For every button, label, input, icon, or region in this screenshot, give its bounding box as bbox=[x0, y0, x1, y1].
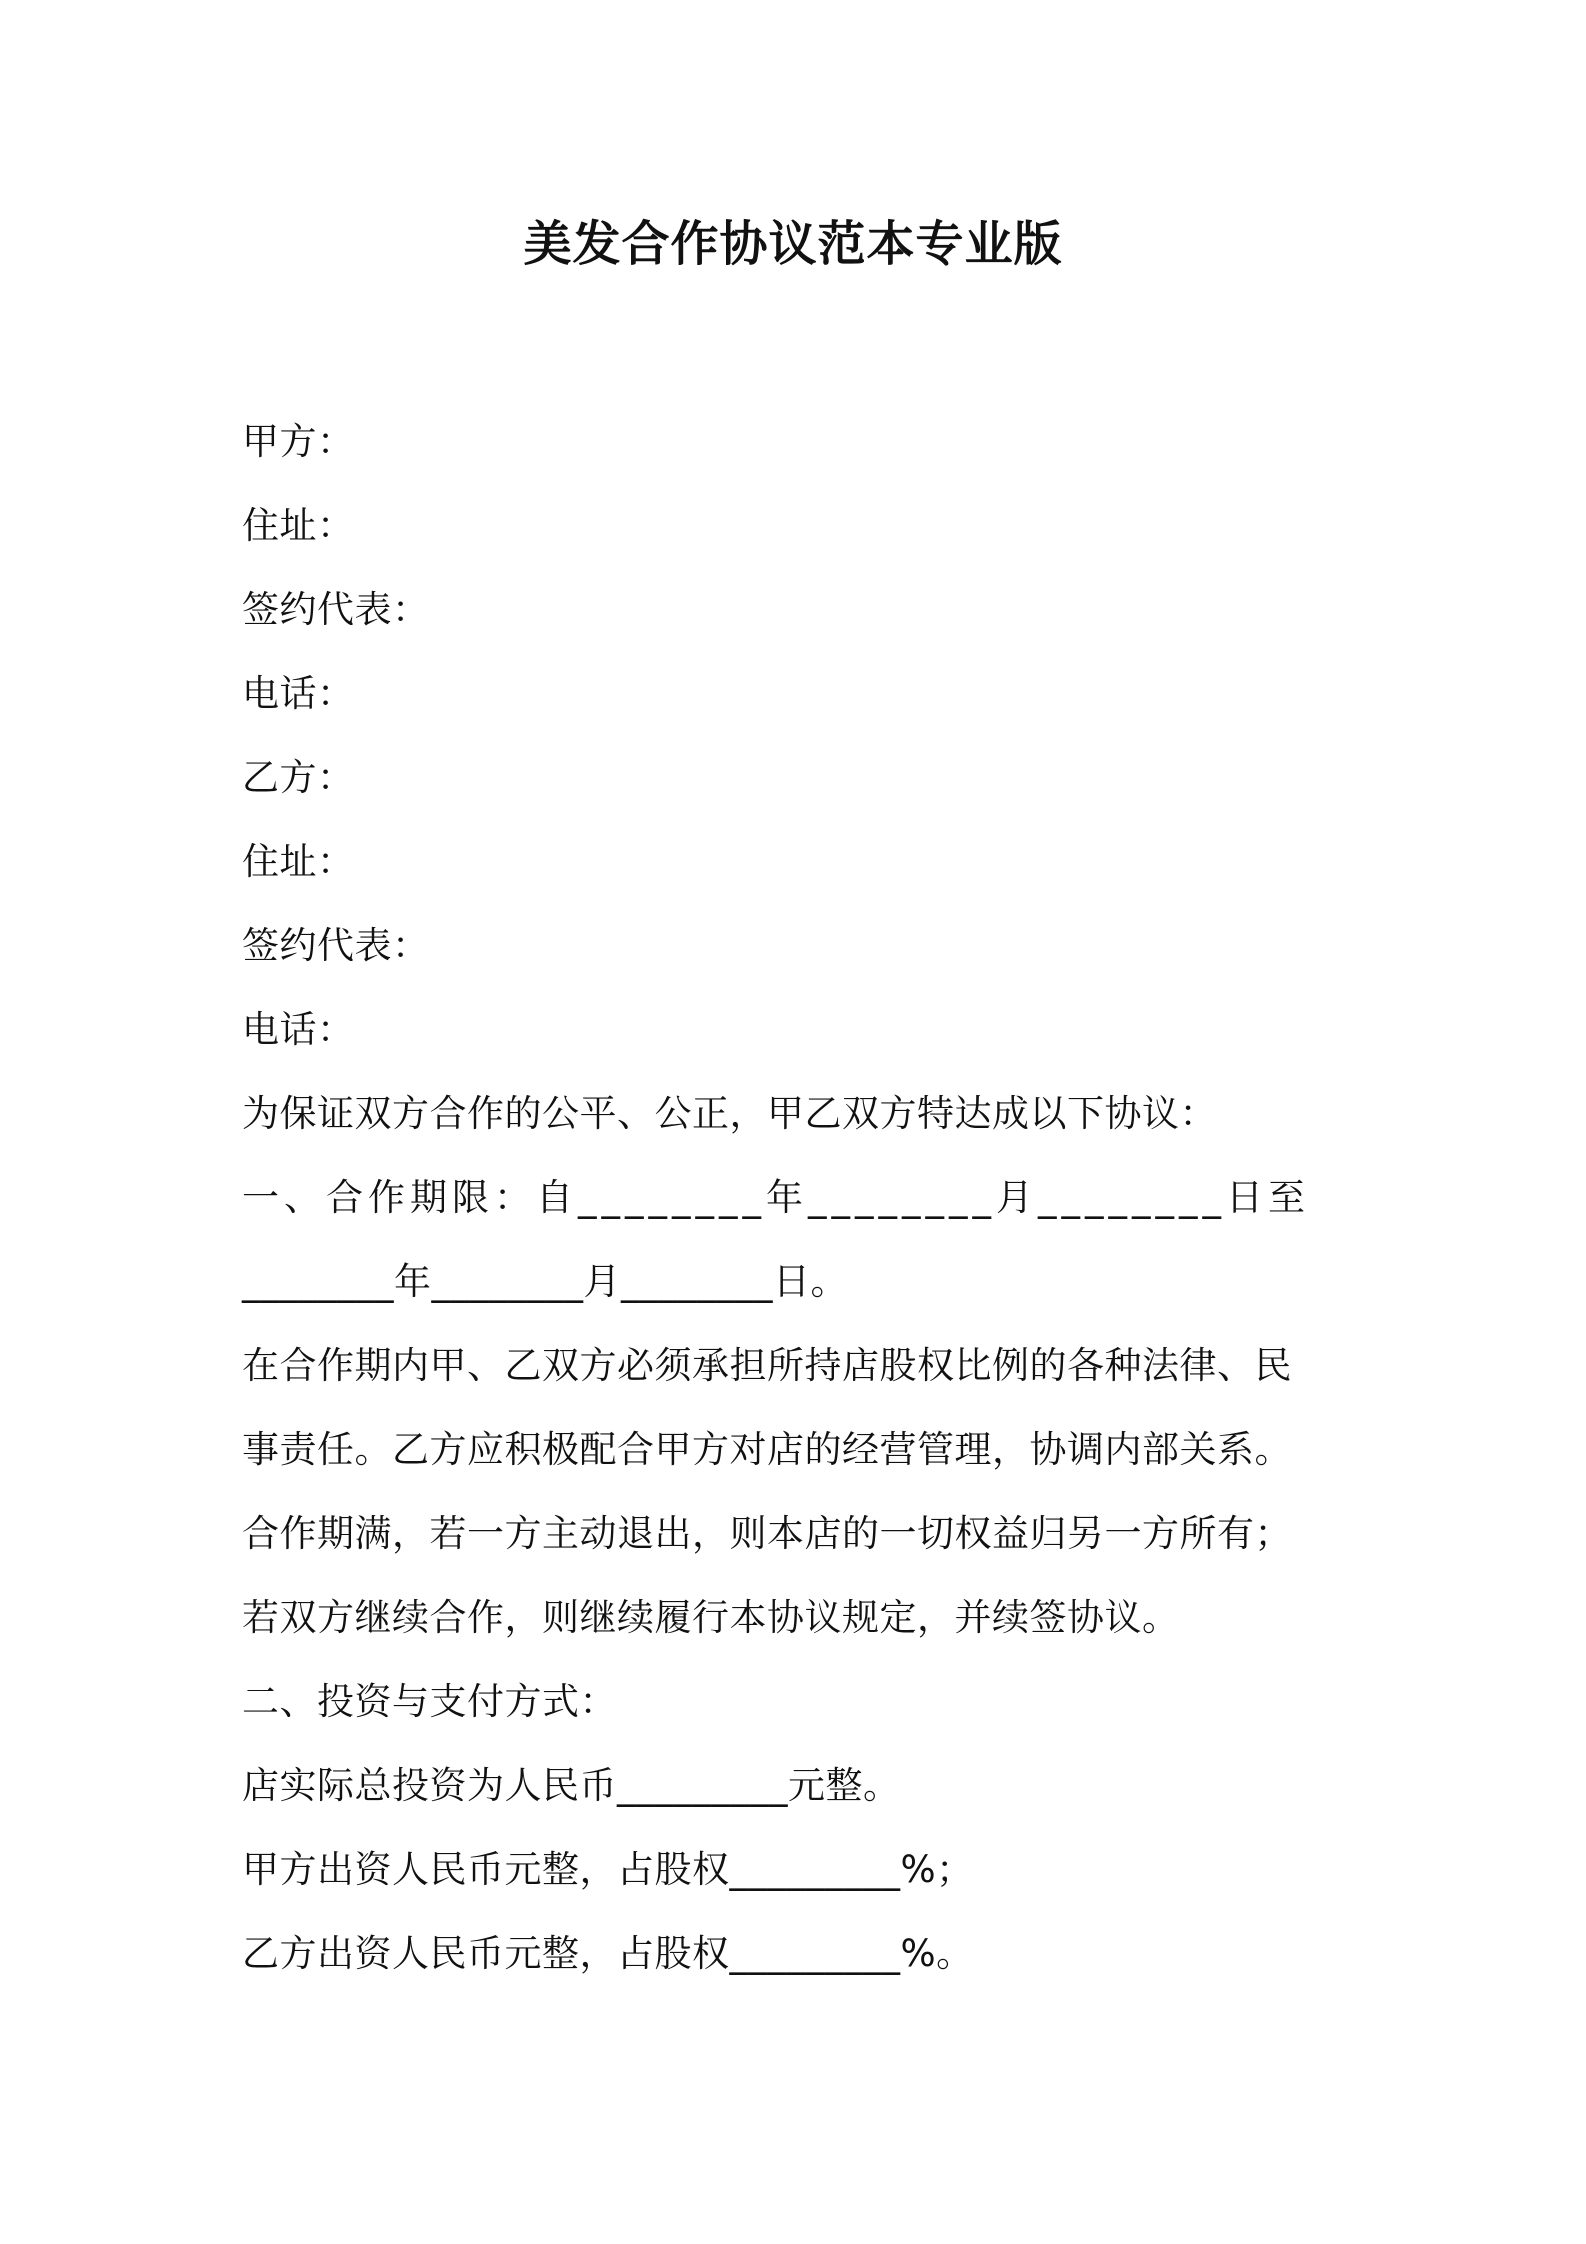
section-1-paragraph-line: 事责任。乙方应积极配合甲方对店的经营管理，协调内部关系。 bbox=[242, 1428, 1292, 1471]
party-a-address-label: 住址： bbox=[242, 504, 355, 547]
party-b-phone-label: 电话： bbox=[242, 1008, 355, 1051]
document-body bbox=[242, 400, 1352, 1996]
party-b-address-label: 住址： bbox=[242, 840, 355, 883]
party-a-label: 甲方： bbox=[242, 420, 355, 463]
total-investment-line: 店实际总投资为人民币_________元整。 bbox=[242, 1764, 901, 1807]
party-a-phone-label: 电话： bbox=[242, 672, 355, 715]
party-a-investment-line: 甲方出资人民币元整，占股权_________%； bbox=[242, 1848, 974, 1891]
section-1-term-line-1: 一、合作期限：自________年________月________日至 bbox=[242, 1176, 1310, 1219]
section-1-paragraph-line: 在合作期内甲、乙双方必须承担所持店股权比例的各种法律、民 bbox=[242, 1344, 1292, 1387]
section-1-term-line-2: ________年________月________日。 bbox=[242, 1260, 848, 1303]
document-title: 美发合作协议范本专业版 bbox=[523, 216, 1063, 272]
section-1-paragraph-line: 合作期满，若一方主动退出，则本店的一切权益归另一方所有； bbox=[242, 1512, 1292, 1555]
party-b-label: 乙方： bbox=[242, 756, 355, 799]
section-2-heading: 二、投资与支付方式： bbox=[242, 1680, 617, 1723]
preamble-text: 为保证双方合作的公平、公正，甲乙双方特达成以下协议： bbox=[242, 1092, 1217, 1135]
party-b-investment-line: 乙方出资人民币元整，占股权_________%。 bbox=[242, 1932, 974, 1975]
section-1-paragraph-line: 若双方继续合作，则继续履行本协议规定，并续签协议。 bbox=[242, 1596, 1180, 1639]
party-a-representative-label: 签约代表： bbox=[242, 588, 430, 631]
party-b-representative-label: 签约代表： bbox=[242, 924, 430, 967]
